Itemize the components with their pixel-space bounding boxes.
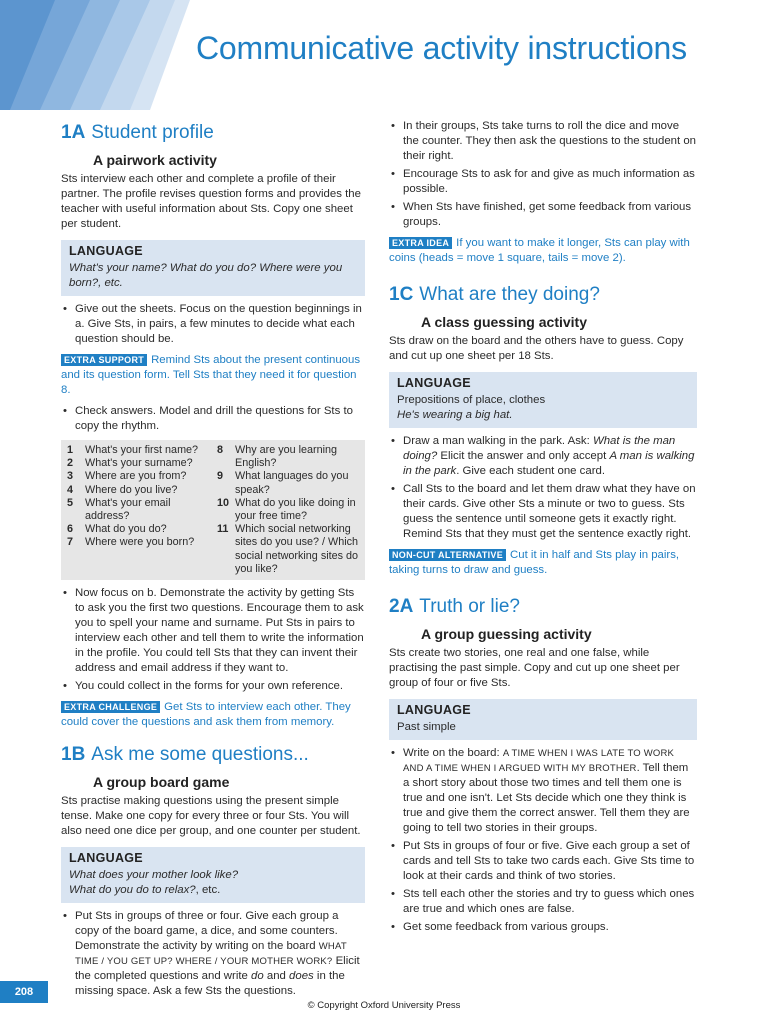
question-text: What do you like doing in your free time? [235,496,356,523]
language-example: What do you do to relax? [69,884,196,897]
language-line [69,883,357,898]
question-item [67,470,209,483]
question-item [67,484,209,497]
question-text: Which social networking sites do you use? / Which social networking sites do you like? [235,523,359,575]
question-item [217,444,359,470]
non-cut-alternative-note [389,548,697,578]
board-text: A TIME WHEN I WAS LATE TO WORK AND A TIME WHEN I ARGUED WITH MY BROTHER [403,748,675,774]
instruction-list [61,302,365,347]
section-heading [389,284,697,306]
question-item [67,536,209,549]
language-text: What's your name? What do you do? Where were you born?, etc. [69,262,343,289]
non-cut-alternative-text: Cut it in half and Sts play in pairs, taking turns to draw and guess. [389,549,680,576]
questions-left-column [67,444,209,576]
extra-challenge-text: Get Sts to interview each other. They could cover the questions and ask them from memory. [61,701,351,729]
question-text: What's your email address? [85,496,171,523]
text-run: Write on the board: [403,747,503,759]
text-run: in the missing space. Ask a few Sts the questions. [75,970,345,998]
emphasis: A man is walking in the park [403,450,695,477]
question-item [217,497,359,523]
text-run: Draw a man walking in the park. Ask: [403,435,593,447]
language-line: What does your mother look like? [69,869,239,882]
question-number: 7 [67,536,74,549]
instruction-list-continued [389,119,697,230]
section-title: Ask me some questions... [91,744,309,766]
questions-box [61,440,365,580]
non-cut-alternative-tag: NON-CUT ALTERNATIVE [389,549,506,561]
question-number: 9 [217,470,224,483]
activity-type: A pairwork activity [93,152,217,168]
activity-type: A group guessing activity [421,626,592,642]
list-item: • Put Sts in groups of four or five. Give each group a set of cards and tell Sts to take two cards each. Give Sts time to look at their cards and think of two stories. [389,839,697,884]
question-text: Where do you live? [85,483,178,496]
question-text: What's your surname? [85,457,193,470]
extra-challenge-note [61,700,365,730]
instruction-list [61,909,365,999]
extra-support-note [61,353,365,398]
question-item [67,523,209,536]
language-label: LANGUAGE [397,376,471,390]
language-label: LANGUAGE [69,244,143,258]
section-heading [61,744,365,766]
text-run: Elicit the completed questions and write [75,955,360,983]
section-intro: Sts draw on the board and the others have to guess. Copy and cut up one sheet per 18 Sts. [389,335,684,362]
language-label: LANGUAGE [397,703,471,717]
left-column [61,116,365,1003]
extra-idea-note [389,236,697,266]
section-code: 1C [389,284,414,305]
emphasis: What is the man doing? [403,435,676,462]
list-item: • Now focus on b. Demonstrate the activity by getting Sts to ask you the first two questions. Encourage them to ask you to spell your name and surname. Put Sts in pairs to interview each other and tell them to write the information in the profile. You could tell Sts that they can invent their address and email address if they want to. [61,586,365,676]
section-code: 2A [389,596,414,617]
section-intro: Sts interview each other and complete a profile of their partner. The profile revises question forms and provides the teacher with useful information about Sts. Copy one sheet per student. [61,173,361,230]
emphasis: do [251,970,264,983]
list-item [61,909,365,999]
emphasis: does [289,970,314,983]
board-text: WHAT TIME / YOU GET UP? WHERE / YOUR MOTHER WORK? [75,941,347,968]
section-2a [389,596,697,935]
language-suffix: , etc. [195,884,221,897]
extra-idea-tag: EXTRA IDEA [389,237,452,249]
text-run: . Tell them a short story about those two times and tell them one is true and one isn't. Let Sts decide which one they think is true and give them the correct answer. Tell them they are going to tell two stories in their groups. [403,762,690,834]
question-number: 4 [67,483,74,496]
question-text: Where were you born? [85,536,195,549]
question-item [217,470,359,496]
question-item [67,457,209,470]
list-item: • You could collect in the forms for your own reference. [61,679,365,694]
language-line: Past simple [397,721,456,733]
language-box [61,240,365,296]
instruction-list [61,404,365,434]
list-item: • Encourage Sts to ask for and give as much information as possible. [389,167,697,197]
right-column [389,119,697,939]
question-text: What languages do you speak? [235,470,349,496]
extra-idea-text: If you want to make it longer, Sts can play with coins (heads = move 1 square, tails = move 2). [389,237,690,264]
list-item [389,434,697,479]
question-item [67,444,209,457]
question-text: Why are you learning English? [235,444,338,470]
section-title: Truth or lie? [419,596,520,617]
section-heading [61,122,365,144]
text-run: Elicit the answer and only accept [437,450,610,462]
activity-type: A group board game [93,774,230,791]
text-run: and [263,970,290,983]
question-text: What's your first name? [85,444,199,456]
page-number: 208 [0,981,48,1003]
language-box [389,699,697,740]
text-run: Put Sts in groups of three or four. Give each group a copy of the board game, a dice, and some counters. Demonstrate the activity by writing on the board [75,910,339,953]
page-title: Communicative activity instructions [196,30,687,66]
list-item: • When Sts have finished, get some feedback from various groups. [389,200,697,230]
section-heading [389,596,697,618]
questions-right-column [217,444,359,576]
list-item [389,746,697,836]
copyright-notice: © Copyright Oxford University Press [307,1000,461,1011]
language-box [389,372,697,428]
question-number: 11 [217,523,229,536]
instruction-list [389,434,697,542]
section-code: 1A [61,122,86,143]
question-number: 3 [67,470,74,483]
language-box [61,847,365,903]
question-text: Where are you from? [85,470,187,483]
question-number: 1 [67,444,74,456]
section-1b [61,744,365,999]
instruction-list [61,586,365,694]
extra-support-tag: EXTRA SUPPORT [61,354,147,366]
question-number: 10 [217,496,230,509]
section-title: What are they doing? [419,284,600,305]
section-code: 1B [61,744,86,766]
question-number: 8 [217,444,224,456]
section-1a [61,122,365,730]
extra-support-text: Remind Sts about the present continuous and its question form. Tell Sts that they need it for question 8. [61,354,361,396]
list-item: • Get some feedback from various groups. [389,920,697,935]
language-line: Prepositions of place, clothes [397,394,546,406]
language-line: He's wearing a big hat. [397,409,513,421]
section-1c [389,284,697,578]
header-fan-graphic [0,0,190,110]
question-item [217,523,359,576]
section-intro: Sts create two stories, one real and one false, while practising the past simple. Copy and cut up one sheet per group of four or five Sts. [389,647,680,689]
question-number: 5 [67,496,74,509]
section-title: Student profile [91,122,214,143]
question-number: 2 [67,457,74,470]
language-label: LANGUAGE [69,851,143,866]
list-item: • Give out the sheets. Focus on the question beginnings in a. Give Sts, in pairs, a few minutes to decide what each question should be. [61,302,365,347]
list-item: • Check answers. Model and drill the questions for Sts to copy the rhythm. [61,404,365,434]
question-item [67,497,209,523]
question-number: 6 [67,523,74,536]
activity-type: A class guessing activity [421,314,587,330]
section-intro: Sts practise making questions using the present simple tense. Make one copy for every three or four Sts. You will also need one dice per group, and one counter per student. [61,795,361,838]
list-item: • Call Sts to the board and let them draw what they have on their cards. Give other Sts a minute or two to guess. Sts guess the sentence until someone gets it exactly right. Remind Sts that they must get the sentence exactly right. [389,482,697,542]
question-text: What do you do? [85,523,167,536]
extra-challenge-tag: EXTRA CHALLENGE [61,701,160,713]
list-item: • Sts tell each other the stories and try to guess which ones are true and which ones are false. [389,887,697,917]
list-item: • In their groups, Sts take turns to roll the dice and move the counter. They then ask the questions to the student on their right. [389,119,697,164]
instruction-list [389,746,697,935]
text-run: . Give each student one card. [456,465,606,477]
